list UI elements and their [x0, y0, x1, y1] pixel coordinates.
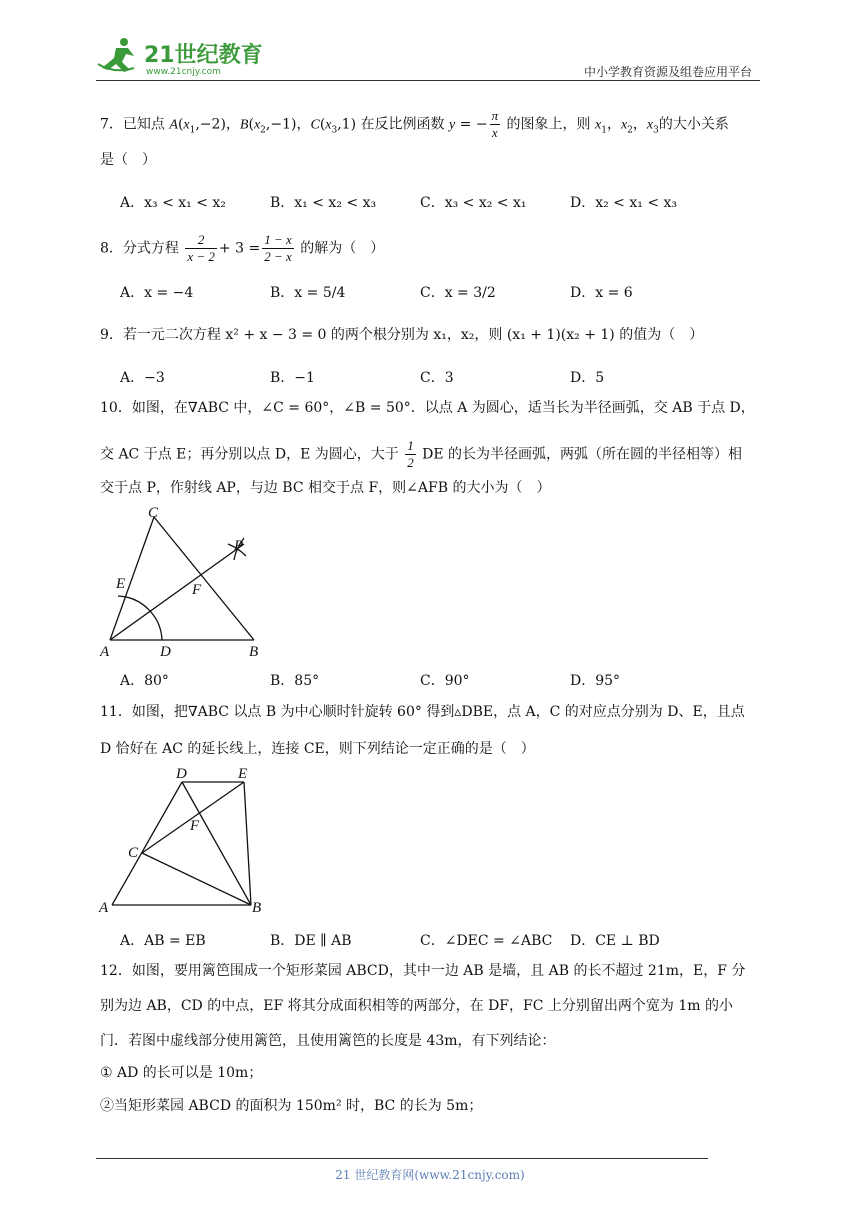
label-d: D	[176, 766, 187, 782]
q7-options	[120, 192, 760, 212]
q12-line5: ②当矩形菜园 ABCD 的面积为 150m² 时，BC 的长为 5m；	[100, 1098, 483, 1114]
label-f: F	[190, 818, 200, 834]
q7-tail: 的大小关系	[658, 116, 729, 133]
q10-line2-a: 交 AC 于点 E；再分别以点 D，E 为圆心，大于	[100, 446, 399, 463]
q12-line4: ① AD 的长可以是 10m；	[100, 1065, 263, 1081]
label-f: F	[192, 582, 202, 598]
option-b[interactable]: B．DE ∥ AB	[270, 933, 352, 949]
label-p: P	[234, 538, 244, 554]
q11-options	[120, 930, 760, 950]
option-c[interactable]: C．90°	[420, 673, 470, 689]
q7-lead: 7．已知点	[100, 116, 165, 133]
platform-name: 中小学教育资源及组卷应用平台	[583, 65, 752, 79]
option-d[interactable]: D．x = 6	[570, 285, 633, 301]
q10-line2: 交 AC 于点 E；再分别以点 D，E 为圆心，大于 $\frac{1}{2}$ DE 的长为半径画弧，两弧（所在圆的半径相等）相	[100, 438, 743, 470]
question-8: 8．分式方程 $\frac{2}{x - 2}$ + 3 = $\frac{1 - x}{2 - x}$ 的解为（ ）	[100, 232, 385, 264]
footer-divider	[96, 1158, 708, 1159]
option-d[interactable]: D．5	[570, 370, 605, 386]
question-7: 7．已知点 $A(x_1,-2)$，$B(x_2,-1)$，$C(x_3,1)$ 在反比例函数 y = − $\frac{\pi}{x}$ 的图象上，则 $x_1$，$x_2$，$x_3$的大小关系	[100, 108, 729, 140]
footer-text[interactable]: 21 世纪教育网(www.21cnjy.com)	[335, 1168, 525, 1182]
option-d[interactable]: D．CE ⊥ BD	[570, 933, 660, 949]
figure-q10	[96, 500, 286, 662]
q7-line2: 是（ ）	[100, 152, 156, 168]
option-a[interactable]: A．80°	[120, 673, 169, 689]
label-c: C	[148, 505, 159, 521]
logo-url: www.21cnjy.com	[146, 67, 221, 77]
header-divider	[96, 80, 760, 81]
q10-line3: 交于点 P，作射线 AP，与边 BC 相交于点 F，则∠AFB 的大小为（ ）	[100, 480, 551, 496]
question-9: 9．若一元二次方程 x² + x − 3 = 0 的两个根分别为 x₁，x₂，则 (x₁ + 1)(x₂ + 1) 的值为（ ）	[100, 327, 704, 343]
option-a[interactable]: A．x = −4	[120, 285, 194, 301]
label-e: E	[238, 766, 248, 782]
q10-line1: 10．如图，在∇ABC 中，∠C = 60°，∠B = 50°．以点 A 为圆心，适当长为半径画弧，交 AB 于点 D，	[100, 400, 755, 416]
q8-tail: 的解为（ ）	[300, 240, 385, 257]
q9-options	[120, 367, 760, 387]
label-b: B	[252, 900, 262, 916]
option-d[interactable]: D．95°	[570, 673, 621, 689]
q12-line2: 别为边 AB，CD 的中点，EF 将其分成面积相等的两部分，在 DF，FC 上分别留出两个宽为 1m 的小	[100, 998, 733, 1014]
label-a: A	[99, 900, 109, 916]
option-b[interactable]: B．85°	[270, 673, 320, 689]
option-a[interactable]: A．−3	[120, 370, 165, 386]
option-a[interactable]: A．AB = EB	[120, 933, 206, 949]
option-b[interactable]: B．−1	[270, 370, 315, 386]
option-b[interactable]: B．x = 5/4	[270, 285, 346, 301]
site-logo	[94, 34, 264, 78]
label-c: C	[128, 845, 139, 861]
label-e: E	[116, 576, 126, 592]
label-a: A	[100, 644, 110, 660]
option-b[interactable]: B．x₁ < x₂ < x₃	[270, 195, 377, 211]
option-d[interactable]: D．x₂ < x₁ < x₃	[570, 195, 678, 211]
q10-options	[120, 670, 760, 690]
figure-q11	[96, 762, 276, 918]
q8-options	[120, 282, 760, 302]
label-b: B	[249, 644, 259, 660]
q11-line2: D 恰好在 AC 的延长线上，连接 CE，则下列结论一定正确的是（ ）	[100, 741, 535, 757]
q12-line1: 12．如图，要用篱笆围成一个矩形菜园 ABCD，其中一边 AB 是墙，且 AB 的长不超过 21m，E，F 分	[100, 963, 746, 979]
q8-lead: 8．分式方程	[100, 240, 179, 257]
option-c[interactable]: C．x = 3/2	[420, 285, 496, 301]
option-c[interactable]: C．x₃ < x₂ < x₁	[420, 195, 527, 211]
q12-line3: 门．若图中虚线部分使用篱笆，且使用篱笆的长度是 43m，有下列结论：	[100, 1033, 556, 1049]
q7-mid: 在反比例函数	[360, 116, 445, 133]
q10-line2-b: DE 的长为半径画弧，两弧（所在圆的半径相等）相	[422, 446, 743, 463]
label-d: D	[160, 644, 171, 660]
option-c[interactable]: C．∠DEC = ∠ABC	[420, 933, 553, 949]
q7-mid2: 的图象上，则	[506, 116, 591, 133]
logo-text: 21世纪教育	[144, 43, 263, 68]
option-a[interactable]: A．x₃ < x₁ < x₂	[120, 195, 226, 211]
option-c[interactable]: C．3	[420, 370, 454, 386]
q11-line1: 11．如图，把∇ABC 以点 B 为中心顺时针旋转 60° 得到▵DBE，点 A，C 的对应点分别为 D、E，且点	[100, 704, 745, 720]
